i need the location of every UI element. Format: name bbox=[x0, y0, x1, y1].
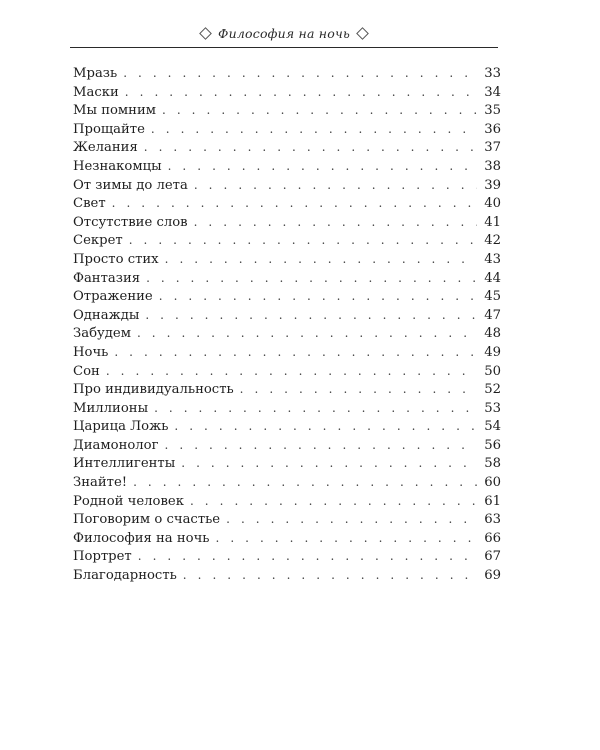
toc-leader-dots bbox=[146, 269, 477, 288]
toc-entry-title: Желания bbox=[73, 140, 138, 156]
toc-leader-dots bbox=[114, 343, 477, 362]
toc-entry bbox=[73, 380, 501, 399]
toc-entry-title: Поговорим о счастье bbox=[73, 512, 221, 528]
toc-leader-dots bbox=[194, 213, 477, 232]
diamond-ornament-icon bbox=[199, 27, 212, 40]
table-of-contents bbox=[73, 64, 501, 585]
toc-entry-page: 40 bbox=[484, 196, 501, 212]
toc-entry-title: Царица Ложь bbox=[73, 419, 169, 435]
toc-entry bbox=[73, 417, 501, 436]
toc-entry bbox=[73, 64, 501, 83]
toc-entry-title: Интеллигенты bbox=[73, 456, 176, 472]
toc-entry bbox=[73, 362, 501, 381]
toc-leader-dots bbox=[154, 399, 477, 418]
header-rule bbox=[70, 47, 498, 48]
toc-entry bbox=[73, 547, 501, 566]
toc-entry-page: 49 bbox=[484, 344, 501, 360]
toc-leader-dots bbox=[145, 306, 477, 325]
toc-entry bbox=[73, 454, 501, 473]
toc-entry-title: Мы помним bbox=[73, 103, 157, 119]
toc-entry bbox=[73, 83, 501, 102]
toc-entry-title: Просто стих bbox=[73, 251, 159, 267]
toc-leader-dots bbox=[215, 529, 477, 548]
toc-entry-title: Секрет bbox=[73, 233, 123, 249]
diamond-ornament-icon bbox=[356, 27, 369, 40]
toc-leader-dots bbox=[159, 287, 477, 306]
toc-entry-page: 38 bbox=[484, 158, 501, 174]
toc-entry bbox=[73, 120, 501, 139]
toc-entry-title: Прощайте bbox=[73, 121, 145, 137]
toc-entry-title: Философия на ночь bbox=[73, 530, 210, 546]
toc-entry-page: 47 bbox=[484, 307, 501, 323]
toc-leader-dots bbox=[181, 454, 477, 473]
toc-leader-dots bbox=[174, 417, 477, 436]
toc-entry-page: 43 bbox=[484, 251, 501, 267]
toc-entry-page: 53 bbox=[484, 400, 501, 416]
toc-entry-title: Сон bbox=[73, 363, 100, 379]
toc-entry bbox=[73, 492, 501, 511]
toc-entry-title: Знайте! bbox=[73, 475, 128, 491]
toc-entry bbox=[73, 250, 501, 269]
toc-leader-dots bbox=[151, 120, 477, 139]
toc-entry-page: 54 bbox=[484, 419, 501, 435]
toc-entry bbox=[73, 436, 501, 455]
toc-entry-page: 37 bbox=[484, 140, 501, 156]
toc-entry-title: Благодарность bbox=[73, 568, 177, 584]
toc-entry bbox=[73, 510, 501, 529]
toc-entry-page: 67 bbox=[484, 549, 501, 565]
toc-entry-title: Фантазия bbox=[73, 270, 141, 286]
toc-entry-page: 60 bbox=[484, 475, 501, 491]
toc-entry-title: Отсутствие слов bbox=[73, 214, 188, 230]
toc-entry bbox=[73, 138, 501, 157]
toc-entry-title: Свет bbox=[73, 196, 106, 212]
toc-entry-page: 58 bbox=[484, 456, 501, 472]
toc-entry-page: 48 bbox=[484, 326, 501, 342]
toc-entry-page: 35 bbox=[484, 103, 501, 119]
toc-entry-title: Родной человек bbox=[73, 493, 184, 509]
toc-entry-title: Про индивидуальность bbox=[73, 382, 234, 398]
toc-leader-dots bbox=[144, 138, 477, 157]
toc-leader-dots bbox=[194, 176, 477, 195]
toc-entry-page: 42 bbox=[484, 233, 501, 249]
toc-entry bbox=[73, 269, 501, 288]
toc-entry bbox=[73, 101, 501, 120]
toc-entry-page: 39 bbox=[484, 177, 501, 193]
toc-leader-dots bbox=[165, 436, 477, 455]
toc-entry-title: Портрет bbox=[73, 549, 132, 565]
toc-entry-title: От зимы до лета bbox=[73, 177, 188, 193]
toc-entry bbox=[73, 566, 501, 585]
toc-entry bbox=[73, 194, 501, 213]
toc-entry-page: 41 bbox=[484, 214, 501, 230]
toc-leader-dots bbox=[129, 231, 477, 250]
toc-entry bbox=[73, 324, 501, 343]
toc-leader-dots bbox=[183, 566, 477, 585]
toc-leader-dots bbox=[240, 380, 477, 399]
toc-entry bbox=[73, 399, 501, 418]
toc-entry-title: Диамонолог bbox=[73, 437, 159, 453]
toc-entry-title: Миллионы bbox=[73, 400, 149, 416]
toc-entry-title: Забудем bbox=[73, 326, 131, 342]
toc-entry bbox=[73, 287, 501, 306]
toc-entry-page: 52 bbox=[484, 382, 501, 398]
toc-entry bbox=[73, 157, 501, 176]
toc-entry-title: Ночь bbox=[73, 344, 109, 360]
header-title: Философия на ночь bbox=[218, 26, 350, 41]
toc-leader-dots bbox=[137, 324, 477, 343]
toc-entry-page: 56 bbox=[484, 437, 501, 453]
toc-entry bbox=[73, 213, 501, 232]
toc-entry-title: Незнакомцы bbox=[73, 158, 162, 174]
toc-entry-page: 44 bbox=[484, 270, 501, 286]
toc-leader-dots bbox=[190, 492, 477, 511]
toc-entry-page: 34 bbox=[484, 84, 501, 100]
toc-leader-dots bbox=[123, 64, 477, 83]
toc-entry bbox=[73, 529, 501, 548]
toc-entry-page: 36 bbox=[484, 121, 501, 137]
toc-entry bbox=[73, 306, 501, 325]
toc-entry-page: 50 bbox=[484, 363, 501, 379]
toc-entry bbox=[73, 473, 501, 492]
toc-leader-dots bbox=[106, 362, 477, 381]
toc-entry-title: Мразь bbox=[73, 66, 118, 81]
toc-leader-dots bbox=[168, 157, 477, 176]
toc-entry-page: 63 bbox=[484, 512, 501, 528]
toc-leader-dots bbox=[165, 250, 477, 269]
toc-entry-page: 33 bbox=[484, 66, 501, 81]
toc-entry-title: Маски bbox=[73, 84, 119, 100]
toc-leader-dots bbox=[162, 101, 477, 120]
toc-leader-dots bbox=[133, 473, 477, 492]
toc-entry-page: 66 bbox=[484, 530, 501, 546]
toc-leader-dots bbox=[112, 194, 477, 213]
toc-entry-title: Однажды bbox=[73, 307, 140, 323]
toc-entry bbox=[73, 343, 501, 362]
toc-entry-page: 45 bbox=[484, 289, 501, 305]
toc-entry bbox=[73, 176, 501, 195]
toc-leader-dots bbox=[226, 510, 477, 529]
toc-leader-dots bbox=[125, 83, 477, 102]
header-inner bbox=[70, 26, 498, 41]
toc-entry bbox=[73, 231, 501, 250]
toc-leader-dots bbox=[138, 547, 477, 566]
toc-entry-page: 69 bbox=[484, 568, 501, 584]
toc-entry-title: Отражение bbox=[73, 289, 153, 305]
toc-entry-page: 61 bbox=[484, 493, 501, 509]
running-header bbox=[70, 24, 498, 48]
